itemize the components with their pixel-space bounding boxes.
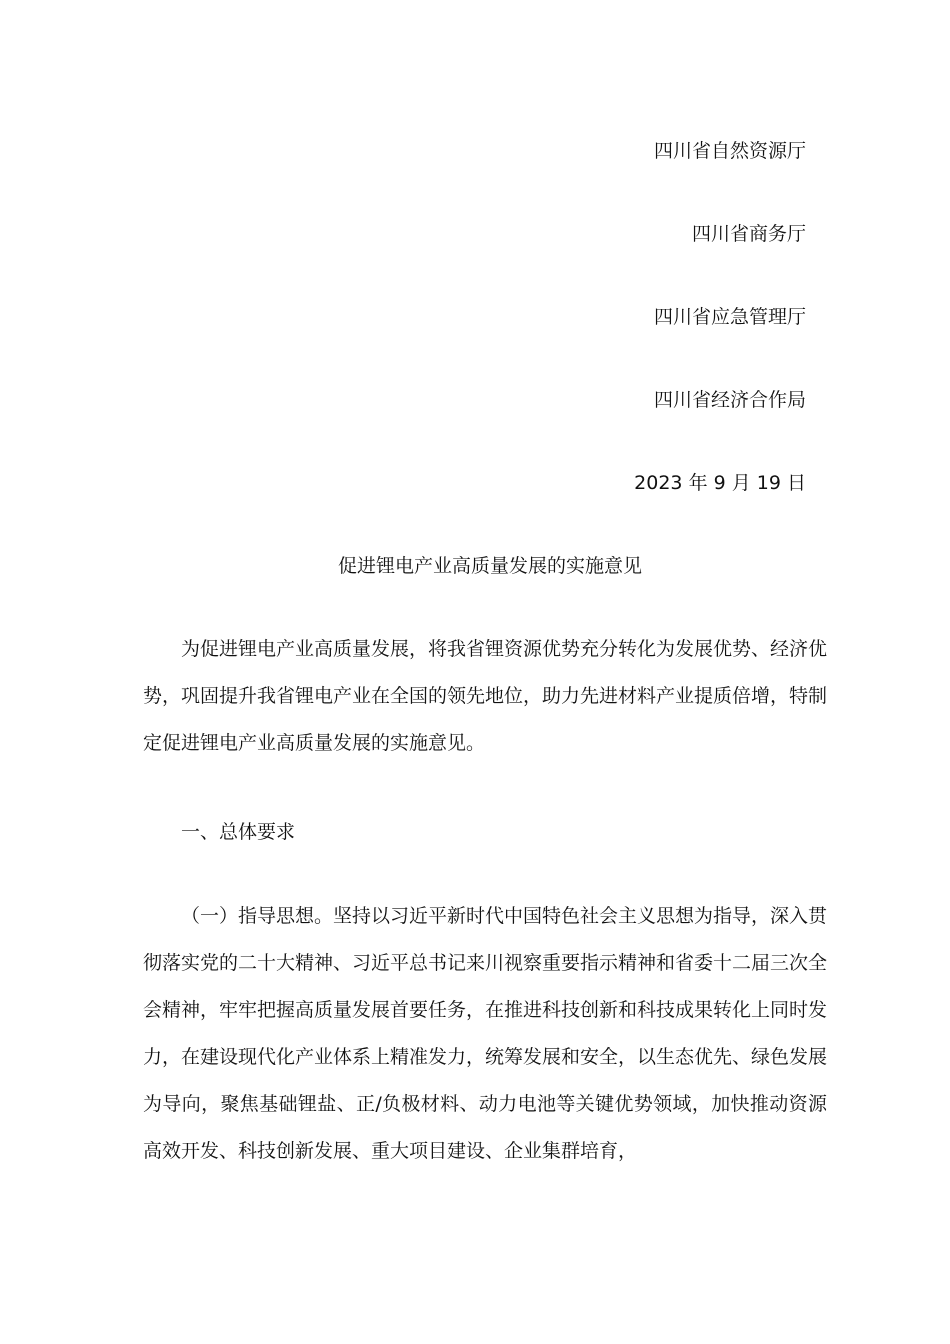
- document-date: 2023 年 9 月 19 日: [634, 472, 806, 494]
- section-paragraph: （一）指导思想。坚持以习近平新时代中国特色社会主义思想为指导，深入贯彻落实党的二十大精神、习近平总书记来川视察重要指示精神和省委十二届三次全会精神，牢牢把握高质量发展首要任务，在推进科技创新和科技成果转化上同时发力，在建设现代化产业体系上精准发力，统筹发展和安全，以生态优先、绿色发展为导向，聚焦基础锂盐、正/负极材料、动力电池等关键优势领域，加快推动资源高效开发、科技创新发展、重大项目建设、企业集群培育，: [143, 905, 828, 1162]
- signatory-economic-cooperation: 四川省经济合作局: [653, 389, 806, 411]
- signatory-natural-resources: 四川省自然资源厅: [653, 140, 806, 162]
- intro-paragraph: 为促进锂电产业高质量发展，将我省锂资源优势充分转化为发展优势、经济优势，巩固提升我省锂电产业在全国的领先地位，助力先进材料产业提质倍增，特制定促进锂电产业高质量发展的实施意见。: [143, 638, 828, 754]
- signatory-commerce: 四川省商务厅: [691, 223, 806, 245]
- signatory-emergency-management: 四川省应急管理厅: [653, 306, 806, 328]
- section-heading: 一、总体要求: [181, 821, 296, 843]
- document-title: 促进锂电产业高质量发展的实施意见: [337, 555, 642, 577]
